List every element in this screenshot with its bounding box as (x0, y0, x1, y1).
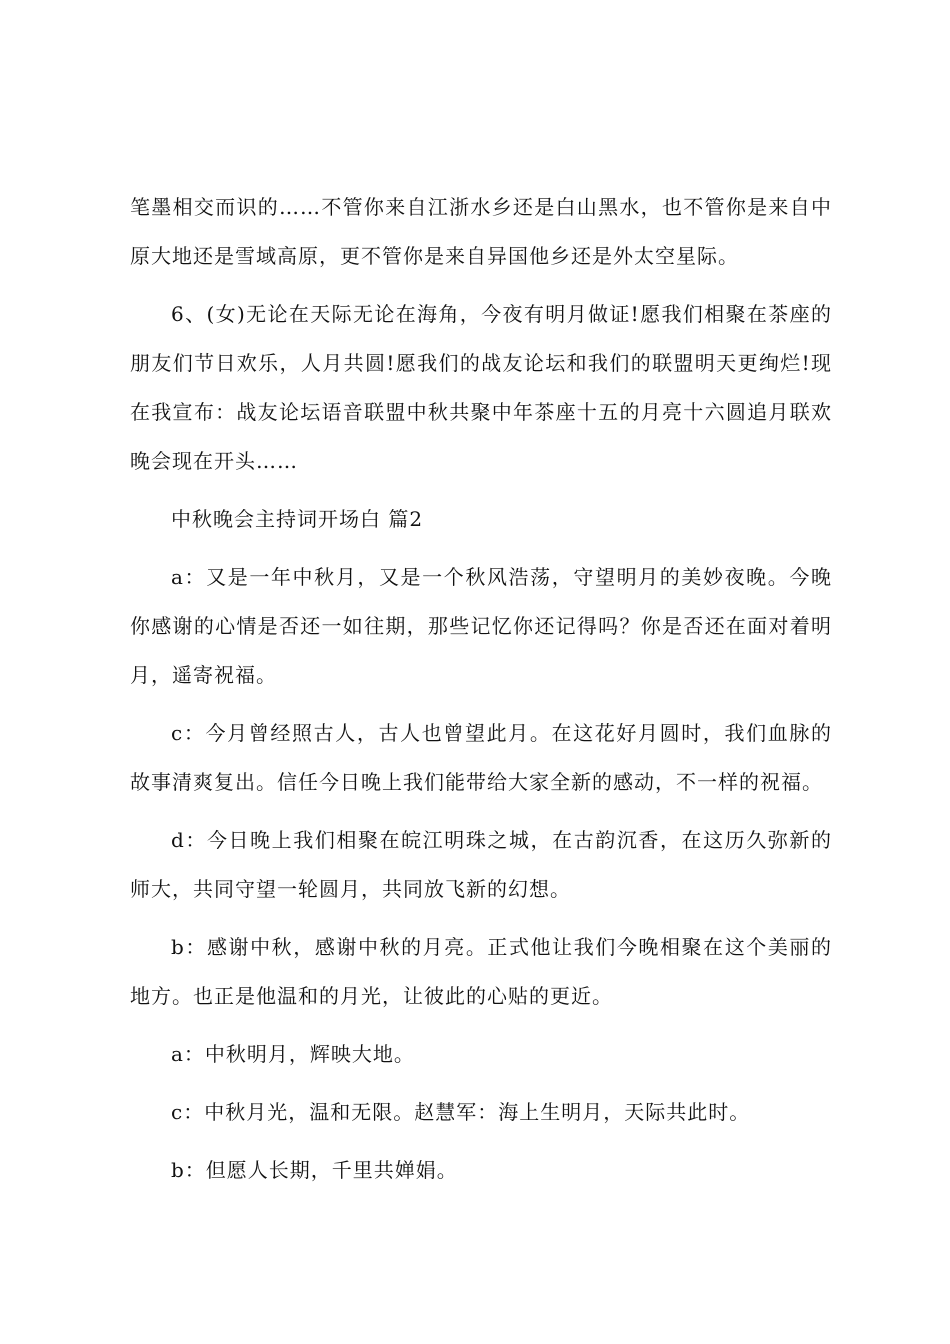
paragraph-a-1: a：又是一年中秋月，又是一个秋风浩荡，守望明月的美妙夜晚。今晚你感谢的心情是否还一如往期，那些记忆你还记得吗？你是否还在面对着明月，遥寄祝福。 (130, 565, 832, 687)
section-heading: 中秋晚会主持词开场白 篇2 (171, 507, 424, 531)
document-body (130, 183, 832, 1195)
paragraph-1: 笔墨相交而识的……不管你来自江浙水乡还是白山黑水，也不管你是来自中原大地还是雪域高原，更不管你是来自异国他乡还是外太空星际。 (130, 195, 832, 268)
paragraph-c-1: c：今月曾经照古人，古人也曾望此月。在这花好月圆时，我们血脉的故事清爽复出。信任今日晚上我们能带给大家全新的感动，不一样的祝福。 (130, 721, 832, 794)
paragraph-d-1: d：今日晚上我们相聚在皖江明珠之城，在古韵沉香，在这历久弥新的师大，共同守望一轮圆月，共同放飞新的幻想。 (130, 828, 832, 901)
paragraph-b-2: b：但愿人长期，千里共婵娟。 (171, 1158, 458, 1182)
paragraph-c-2: c：中秋月光，温和无限。赵慧军：海上生明月，天际共此时。 (171, 1100, 751, 1124)
paragraph-a-2: a：中秋明月，辉映大地。 (171, 1042, 415, 1066)
paragraph-b-1: b：感谢中秋，感谢中秋的月亮。正式他让我们今晚相聚在这个美丽的地方。也正是他温和的月光，让彼此的心贴的更近。 (130, 935, 832, 1008)
paragraph-2: 6、(女)无论在天际无论在海角，今夜有明月做证!愿我们相聚在茶座的朋友们节日欢乐，人月共圆!愿我们的战友论坛和我们的联盟明天更绚烂!现在我宣布：战友论坛语音联盟中秋共聚中年茶座十五的月亮十六圆追月联欢晚会现在开头…… (130, 302, 832, 473)
